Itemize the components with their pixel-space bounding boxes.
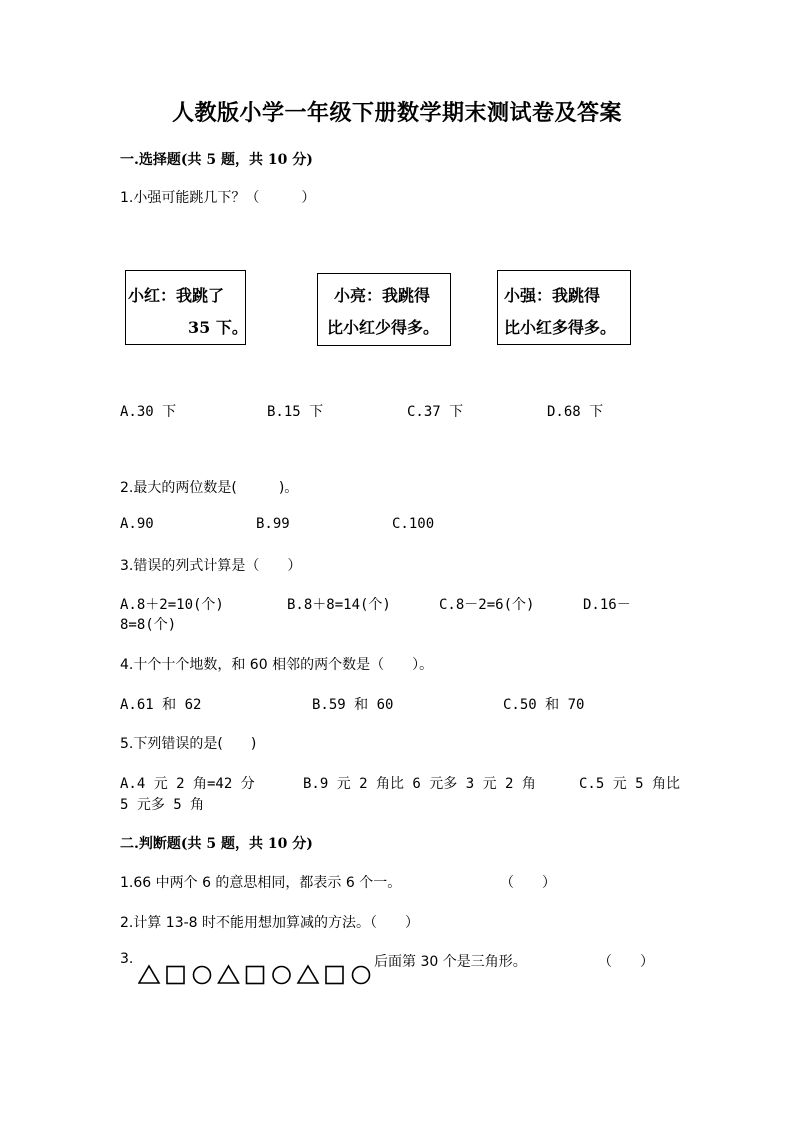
q2-option-c: C.100 xyxy=(392,516,435,532)
judge-question-3-paren: （ ） xyxy=(598,954,654,970)
q2-option-b: B.99 xyxy=(256,516,290,532)
circle-icon xyxy=(353,967,370,984)
q3-option-d: D.16－ xyxy=(583,597,631,613)
triangle-icon xyxy=(139,966,159,983)
judge-question-1-paren: （ ） xyxy=(500,875,556,891)
dialog-box-xiaoliang xyxy=(317,273,451,346)
judge-question-2-text: 2.计算 13-8 时不能用想加算减的方法。（ ） xyxy=(120,915,420,931)
question-1-text: 1.小强可能跳几下？（ ） xyxy=(120,190,316,206)
square-icon xyxy=(167,967,184,984)
q1-option-c: C.37 下 xyxy=(407,404,464,420)
judge-question-1-text: 1.66 中两个 6 的意思相同，都表示 6 个一。 xyxy=(120,875,402,891)
triangle-icon xyxy=(298,966,318,983)
q3-option-d-continued: 8=8(个) xyxy=(120,617,177,633)
triangle-icon xyxy=(219,966,239,983)
circle-icon xyxy=(273,967,290,984)
square-icon xyxy=(247,967,264,984)
dialog-box-line1: 小强：我跳得 xyxy=(504,286,601,305)
dialog-box-line2: 比小红少得多。 xyxy=(327,318,440,337)
q5-option-b: B.9 元 2 角比 6 元多 3 元 2 角 xyxy=(303,776,536,792)
dialog-box-line2: 比小红多得多。 xyxy=(504,318,617,337)
q1-option-d: D.68 下 xyxy=(547,404,604,420)
dialog-box-xiaohong xyxy=(125,270,246,345)
dialog-box-xiaoqiang xyxy=(497,270,631,345)
page-title: 人教版小学一年级下册数学期末测试卷及答案 xyxy=(171,100,622,126)
section-heading-choice: 一.选择题(共 5 题，共 10 分) xyxy=(120,152,313,168)
question-5-text: 5.下列错误的是( ) xyxy=(120,736,257,752)
judge-question-3-number: 3. xyxy=(120,951,134,967)
dialog-box-line1: 小亮：我跳得 xyxy=(334,286,431,305)
q4-option-b: B.59 和 60 xyxy=(312,697,394,713)
q5-option-a: A.4 元 2 角=42 分 xyxy=(120,776,255,792)
square-icon xyxy=(326,967,343,984)
dialog-box-line2: 35 下。 xyxy=(188,318,248,337)
dialog-box-line1: 小红：我跳了 xyxy=(128,286,225,305)
section-heading-judgement: 二.判断题(共 5 题，共 10 分) xyxy=(120,836,313,852)
question-4-text: 4.十个十个地数，和 60 相邻的两个数是（ ）。 xyxy=(120,657,434,673)
judge-question-3-text: 后面第 30 个是三角形。 xyxy=(374,954,527,970)
q2-option-a: A.90 xyxy=(120,516,154,532)
q3-option-b: B.8＋8=14(个) xyxy=(287,597,391,613)
q3-option-a: A.8＋2=10(个) xyxy=(120,597,224,613)
q4-option-c: C.50 和 70 xyxy=(503,697,585,713)
q5-option-c: C.5 元 5 角比 xyxy=(579,776,681,792)
q1-option-b: B.15 下 xyxy=(267,404,324,420)
q3-option-c: C.8－2=6(个) xyxy=(439,597,535,613)
question-3-text: 3.错误的列式计算是（ ） xyxy=(120,558,302,574)
q1-option-a: A.30 下 xyxy=(120,404,177,420)
q5-option-c-continued: 5 元多 5 角 xyxy=(120,797,205,813)
q4-option-a: A.61 和 62 xyxy=(120,697,202,713)
question-2-text: 2.最大的两位数是( )。 xyxy=(120,480,299,496)
shape-sequence xyxy=(138,963,378,987)
circle-icon xyxy=(194,967,211,984)
